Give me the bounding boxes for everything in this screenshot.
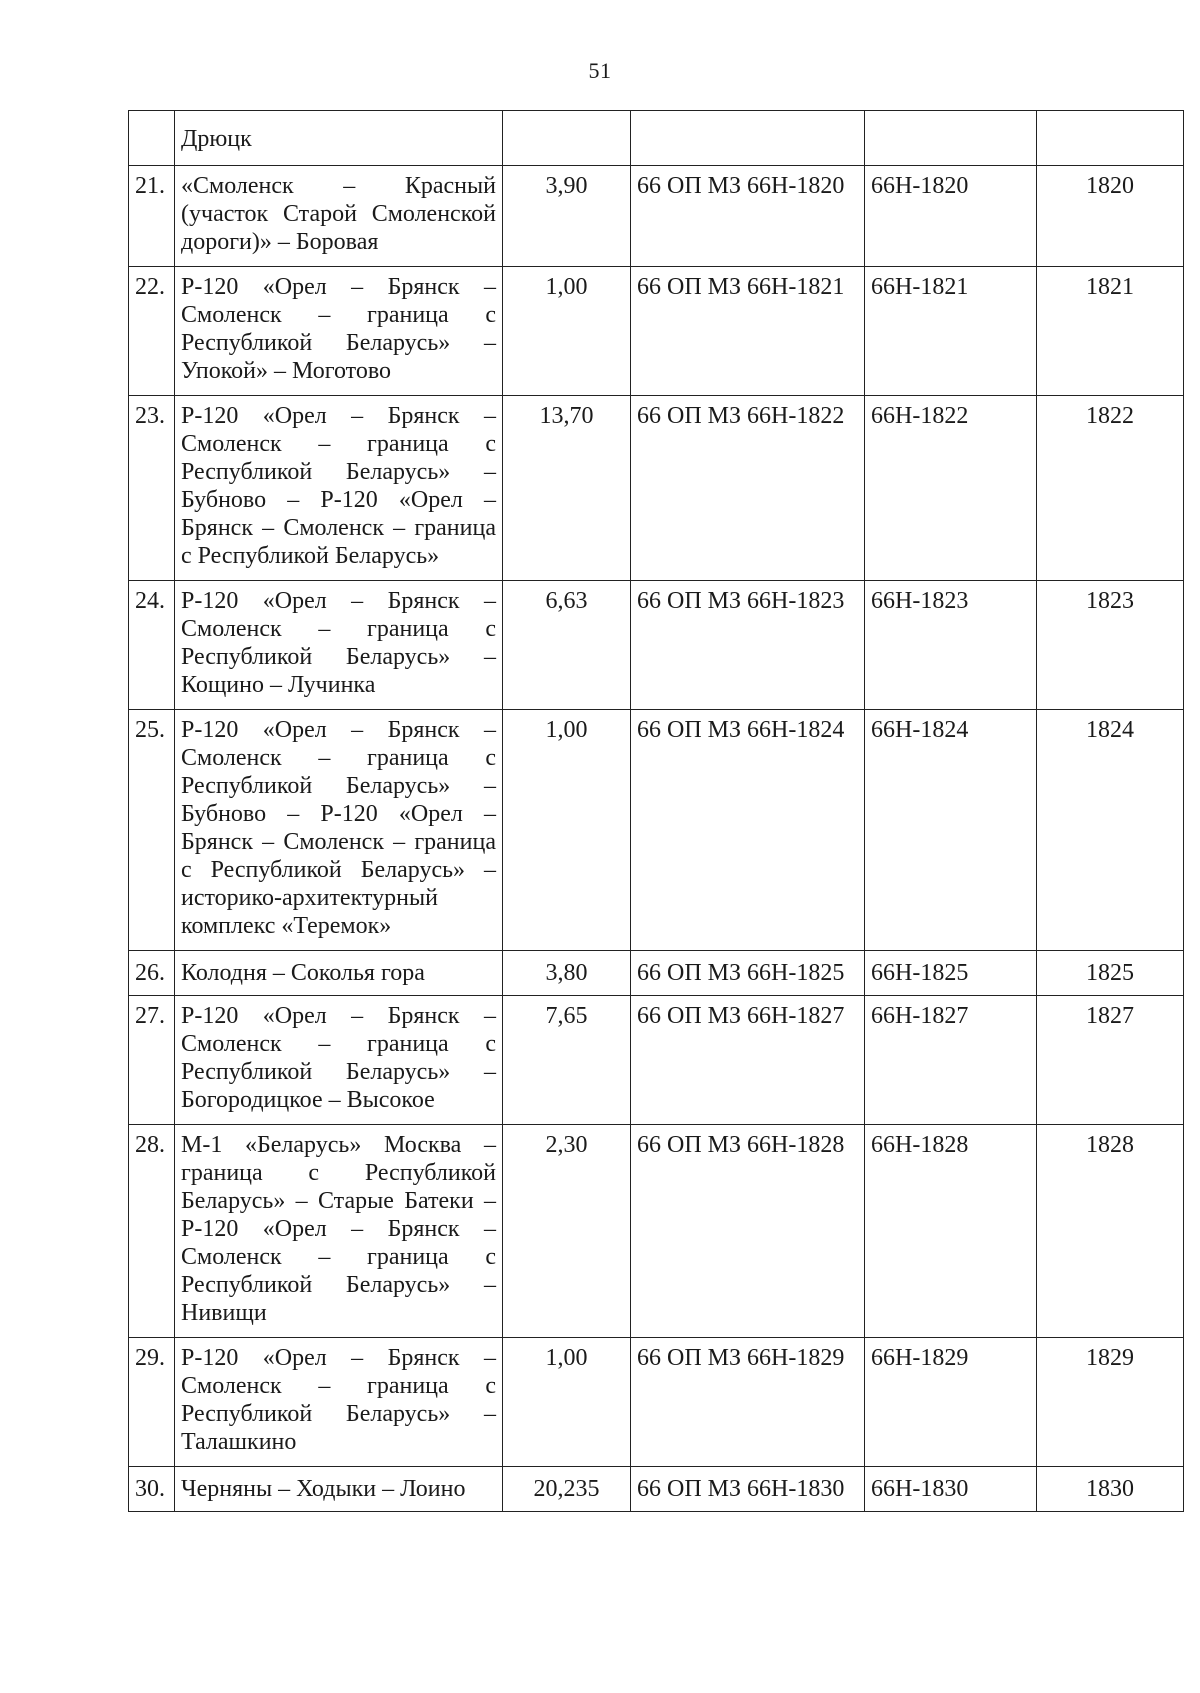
short-code-cell: 1828 [1037, 1125, 1184, 1338]
table-row-continuation [129, 111, 1184, 166]
page-number: 51 [588, 58, 612, 83]
length-cell: 13,70 [503, 396, 631, 581]
row-number-cell: 26. [129, 951, 175, 996]
identification-number-cell: 66 ОП МЗ 66Н-1824 [631, 710, 865, 951]
short-code-cell: 1830 [1037, 1467, 1184, 1512]
short-code-cell: 1825 [1037, 951, 1184, 996]
length-cell: 7,65 [503, 996, 631, 1125]
row-number-cell: 29. [129, 1338, 175, 1467]
row-number-cell [129, 111, 175, 166]
row-number-cell: 27. [129, 996, 175, 1125]
short-code-cell [1037, 111, 1184, 166]
road-name-cell: Черняны – Ходыки – Лоино [175, 1467, 503, 1512]
row-number-cell: 22. [129, 267, 175, 396]
road-name-cell: М-1 «Беларусь» Москва – граница с Республикой Беларусь» – Старые Батеки – Р-120 «Орел – Брянск – Смоленск – граница с Республикой Беларусь» – Нивищи [175, 1125, 503, 1338]
registration-code-cell: 66Н-1822 [865, 396, 1037, 581]
identification-number-cell [631, 111, 865, 166]
length-cell: 3,90 [503, 166, 631, 267]
identification-number-cell: 66 ОП МЗ 66Н-1823 [631, 581, 865, 710]
identification-number-cell: 66 ОП МЗ 66Н-1820 [631, 166, 865, 267]
short-code-cell: 1822 [1037, 396, 1184, 581]
road-name-cell: Колодня – Соколья гора [175, 951, 503, 996]
identification-number-cell: 66 ОП МЗ 66Н-1822 [631, 396, 865, 581]
registration-code-cell: 66Н-1829 [865, 1338, 1037, 1467]
table-row [129, 1467, 1184, 1512]
length-cell: 2,30 [503, 1125, 631, 1338]
road-name-cell: Р-120 «Орел – Брянск – Смоленск – граница с Республикой Беларусь» – Богородицкое – Высокое [175, 996, 503, 1125]
row-number-cell: 30. [129, 1467, 175, 1512]
road-name-cell: Дрюцк [175, 111, 503, 166]
row-number-cell: 21. [129, 166, 175, 267]
road-name-cell: Р-120 «Орел – Брянск – Смоленск – граница с Республикой Беларусь» – Бубново – Р-120 «Орел – Брянск – Смоленск – граница с Республикой Беларусь» – историко-архитектурный комплекс «Теремок» [175, 710, 503, 951]
table-row [129, 581, 1184, 710]
registration-code-cell: 66Н-1828 [865, 1125, 1037, 1338]
registration-code-cell: 66Н-1823 [865, 581, 1037, 710]
length-cell: 1,00 [503, 267, 631, 396]
table-row [129, 951, 1184, 996]
table-row [129, 1125, 1184, 1338]
road-name-cell: «Смоленск – Красный (участок Старой Смоленской дороги)» – Боровая [175, 166, 503, 267]
length-cell: 3,80 [503, 951, 631, 996]
short-code-cell: 1823 [1037, 581, 1184, 710]
roads-table [128, 110, 1184, 1512]
table-row [129, 996, 1184, 1125]
road-name-cell: Р-120 «Орел – Брянск – Смоленск – граница с Республикой Беларусь» – Упокой» – Моготово [175, 267, 503, 396]
identification-number-cell: 66 ОП МЗ 66Н-1830 [631, 1467, 865, 1512]
short-code-cell: 1820 [1037, 166, 1184, 267]
short-code-cell: 1827 [1037, 996, 1184, 1125]
short-code-cell: 1824 [1037, 710, 1184, 951]
registration-code-cell: 66Н-1827 [865, 996, 1037, 1125]
row-number-cell: 23. [129, 396, 175, 581]
registration-code-cell: 66Н-1820 [865, 166, 1037, 267]
table-row [129, 267, 1184, 396]
registration-code-cell: 66Н-1824 [865, 710, 1037, 951]
length-cell: 1,00 [503, 710, 631, 951]
registration-code-cell [865, 111, 1037, 166]
length-cell: 20,235 [503, 1467, 631, 1512]
table-row [129, 396, 1184, 581]
road-name-cell: Р-120 «Орел – Брянск – Смоленск – граница с Республикой Беларусь» – Бубново – Р-120 «Орел – Брянск – Смоленск – граница с Республикой Беларусь» [175, 396, 503, 581]
registration-code-cell: 66Н-1825 [865, 951, 1037, 996]
identification-number-cell: 66 ОП МЗ 66Н-1825 [631, 951, 865, 996]
registration-code-cell: 66Н-1821 [865, 267, 1037, 396]
row-number-cell: 25. [129, 710, 175, 951]
table-row [129, 1338, 1184, 1467]
identification-number-cell: 66 ОП МЗ 66Н-1829 [631, 1338, 865, 1467]
table-row [129, 166, 1184, 267]
identification-number-cell: 66 ОП МЗ 66Н-1821 [631, 267, 865, 396]
registration-code-cell: 66Н-1830 [865, 1467, 1037, 1512]
row-number-cell: 28. [129, 1125, 175, 1338]
road-name-cell: Р-120 «Орел – Брянск – Смоленск – граница с Республикой Беларусь» – Талашкино [175, 1338, 503, 1467]
length-cell: 6,63 [503, 581, 631, 710]
length-cell: 1,00 [503, 1338, 631, 1467]
table-row [129, 710, 1184, 951]
short-code-cell: 1829 [1037, 1338, 1184, 1467]
road-name-cell: Р-120 «Орел – Брянск – Смоленск – граница с Республикой Беларусь» – Кощино – Лучинка [175, 581, 503, 710]
short-code-cell: 1821 [1037, 267, 1184, 396]
length-cell [503, 111, 631, 166]
identification-number-cell: 66 ОП МЗ 66Н-1828 [631, 1125, 865, 1338]
identification-number-cell: 66 ОП МЗ 66Н-1827 [631, 996, 865, 1125]
row-number-cell: 24. [129, 581, 175, 710]
